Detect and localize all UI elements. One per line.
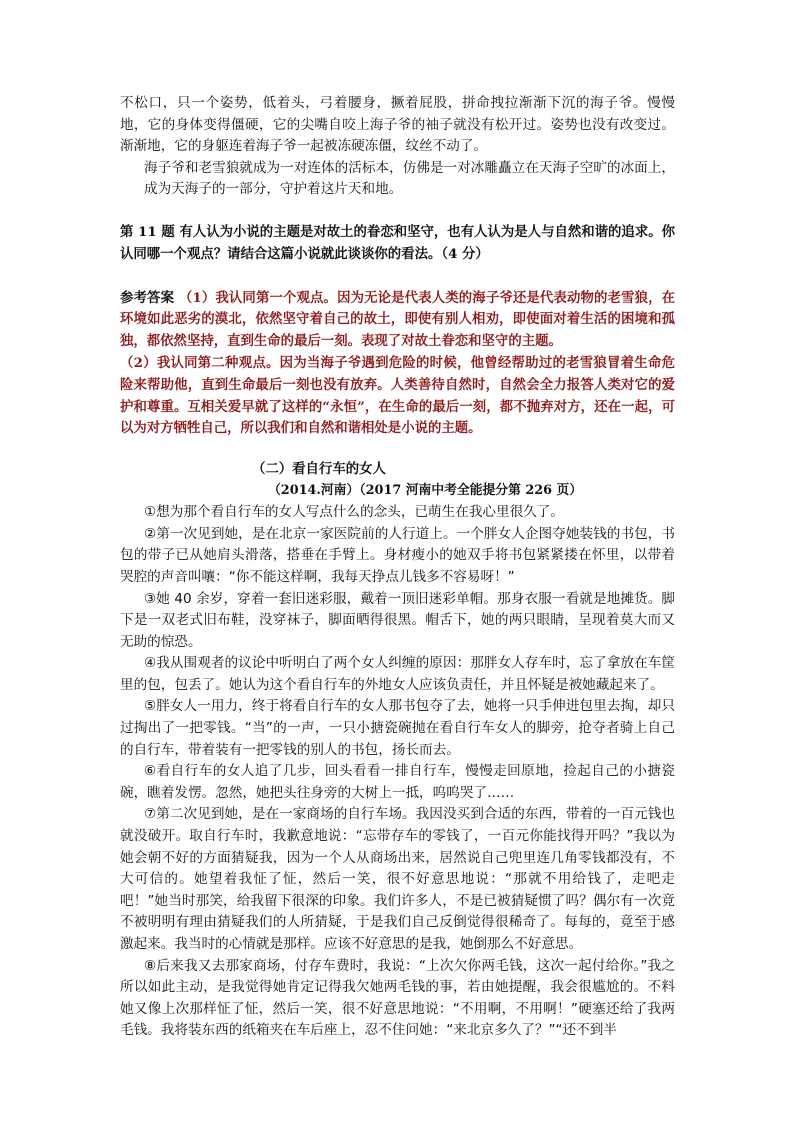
story-paragraph: ⑧后来我又去那家商场，付存车费时，我说：“上次欠你两毛钱，这次一起付给你。”我之所以如此主动，是我觉得她肯定记得我欠她两毛钱的事，若由她提醒，我会很尴尬的。不料她又像上次那样怔了怔，然后一笑，很不好意思地说：“不用啊，不用啊！”硬塞还给了我两毛钱。我将装东西的纸箱夹在车后座上，忍不住问她：“来北京多久了？”“还不到半 xyxy=(120,957,675,1039)
passage-paragraph: 不松口，只一个姿势，低着头，弓着腰身，撅着屁股，拼命拽拉渐渐下沉的海子爷。慢慢地，它的身体变得僵硬，它的尖嘴自咬上海子爷的袖子就没有松开过。姿势也没有改变过。渐渐地，它的身躯连着海子爷一起被冻硬冻僵，纹丝不动了。 xyxy=(120,95,675,155)
story-paragraph: ⑦第二次见到她，是在一家商场的自行车场。我因没买到合适的东西，带着的一百元钱也就没破开。取自行车时，我歉意地说：“忘带存车的零钱了，一百元你能找得开吗？”我以为她会朝不好的方面猜疑我，因为一个人从商场出来，居然说自己兜里连几角零钱都没有，不大可信的。她望着我怔了怔，然后一笑，很不好意思地说：“那就不用给钱了，走吧走吧！”她当时那笑，给我留下很深的印象。我们许多人，不是已被猜疑惯了吗？偶尔有一次竟不被明明有理由猜疑我们的人所猜疑，于是我们自己反倒觉得很稀奇了。每每的，竟至于感激起来。我当时的心情就是那样。应该不好意思的是我，她倒那么不好意思。 xyxy=(120,806,675,953)
story-paragraph: ⑥看自行车的女人追了几步，回头看看一排自行车，慢慢走回原地，捡起自己的小搪瓷碗，瞧着发愣。忽然，她把头往身旁的大树上一抵，呜呜哭了…… xyxy=(120,763,675,801)
answer-part-1: （1）我认同第一个观点。因为无论是代表人类的海子爷还是代表动物的老雪狼，在环境如此恶劣的漠北，依然坚守着自己的故土，即使有别人相劝，即使面对着生活的困境和孤独，都依然坚持，直到生命的最后一刻。表现了对故土眷恋和坚守的主题。 xyxy=(120,289,675,350)
answer-block xyxy=(120,288,675,353)
answer-label: 参考答案 xyxy=(120,289,175,306)
story-paragraph: ⑤胖女人一用力，终于将看自行车的女人那书包夺了去，她将一只手伸进包里去掏，却只过掏出了一把零钱。“当”的一声，一只小搪瓷碗抛在看自行车女人的脚旁，抢夺者骑上自己的自行车，带着装有一把零钱的别人的书包，扬长而去。 xyxy=(120,698,675,758)
story-paragraph: ④我从围观者的议论中听明白了两个女人纠缠的原因：那胖女人存车时，忘了拿放在车筐里的包，包丢了。她认为这个看自行车的外地女人应该负责任，并且怀疑是被她藏起来了。 xyxy=(120,655,675,693)
story-paragraph: ②第一次见到她，是在北京一家医院前的人行道上。一个胖女人企图夺她装钱的书包，书包的带子已从她肩头滑落，搭垂在手臂上。身材瘦小的她双手将书包紧紧搂在怀里，以带着哭腔的声音叫嚷：“你不能这样啊，我每天挣点儿钱多不容易呀！” xyxy=(120,525,675,585)
document-page xyxy=(120,93,675,1042)
question-11 xyxy=(120,222,675,266)
question-label: 第 11 题 xyxy=(120,223,175,240)
story-paragraph: ③她 40 余岁，穿着一套旧迷彩服，戴着一顶旧迷彩单帽。那身衣服一看就是地摊货。脚下是一双老式旧布鞋，没穿袜子，脚面晒得很黑。帽舌下，她的两只眼睛，呈现着莫大而又无助的惊恐。 xyxy=(120,590,675,650)
section-title: （二）看自行车的女人 xyxy=(252,461,386,478)
story-paragraph: ①想为那个看自行车的女人写点什么的念头，已萌生在我心里很久了。 xyxy=(144,504,564,521)
section-source: （2014.河南）（2017 河南中考全能提分第 226 页） xyxy=(268,483,583,499)
answer-part-2: （2）我认同第二种观点。因为当海子爷遇到危险的时候，他曾经帮助过的老雪狼冒着生命危险来帮助他，直到生命最后一刻也没有放弃。人类善待自然时，自然会全力报答人类对它的爱护和尊重。互相关爱早就了这样的“永恒”，在生命的最后一刻，都不抛弃对方，还在一起，可以为对方牺牲自己，所以我们和自然和谐相处是小说的主题。 xyxy=(120,354,675,437)
question-text: 有人认为小说的主题是对故土的眷恋和坚守，也有人认为是人与自然和谐的追求。你认同哪一个观点？请结合这篇小说就此谈谈你的看法。（4 分） xyxy=(120,223,675,262)
passage-paragraph: 海子爷和老雪狼就成为一对连体的活标本，仿佛是一对冰雕矗立在天海子空旷的冰面上，成为天海子的一部分，守护着这片天和地。 xyxy=(144,159,675,198)
